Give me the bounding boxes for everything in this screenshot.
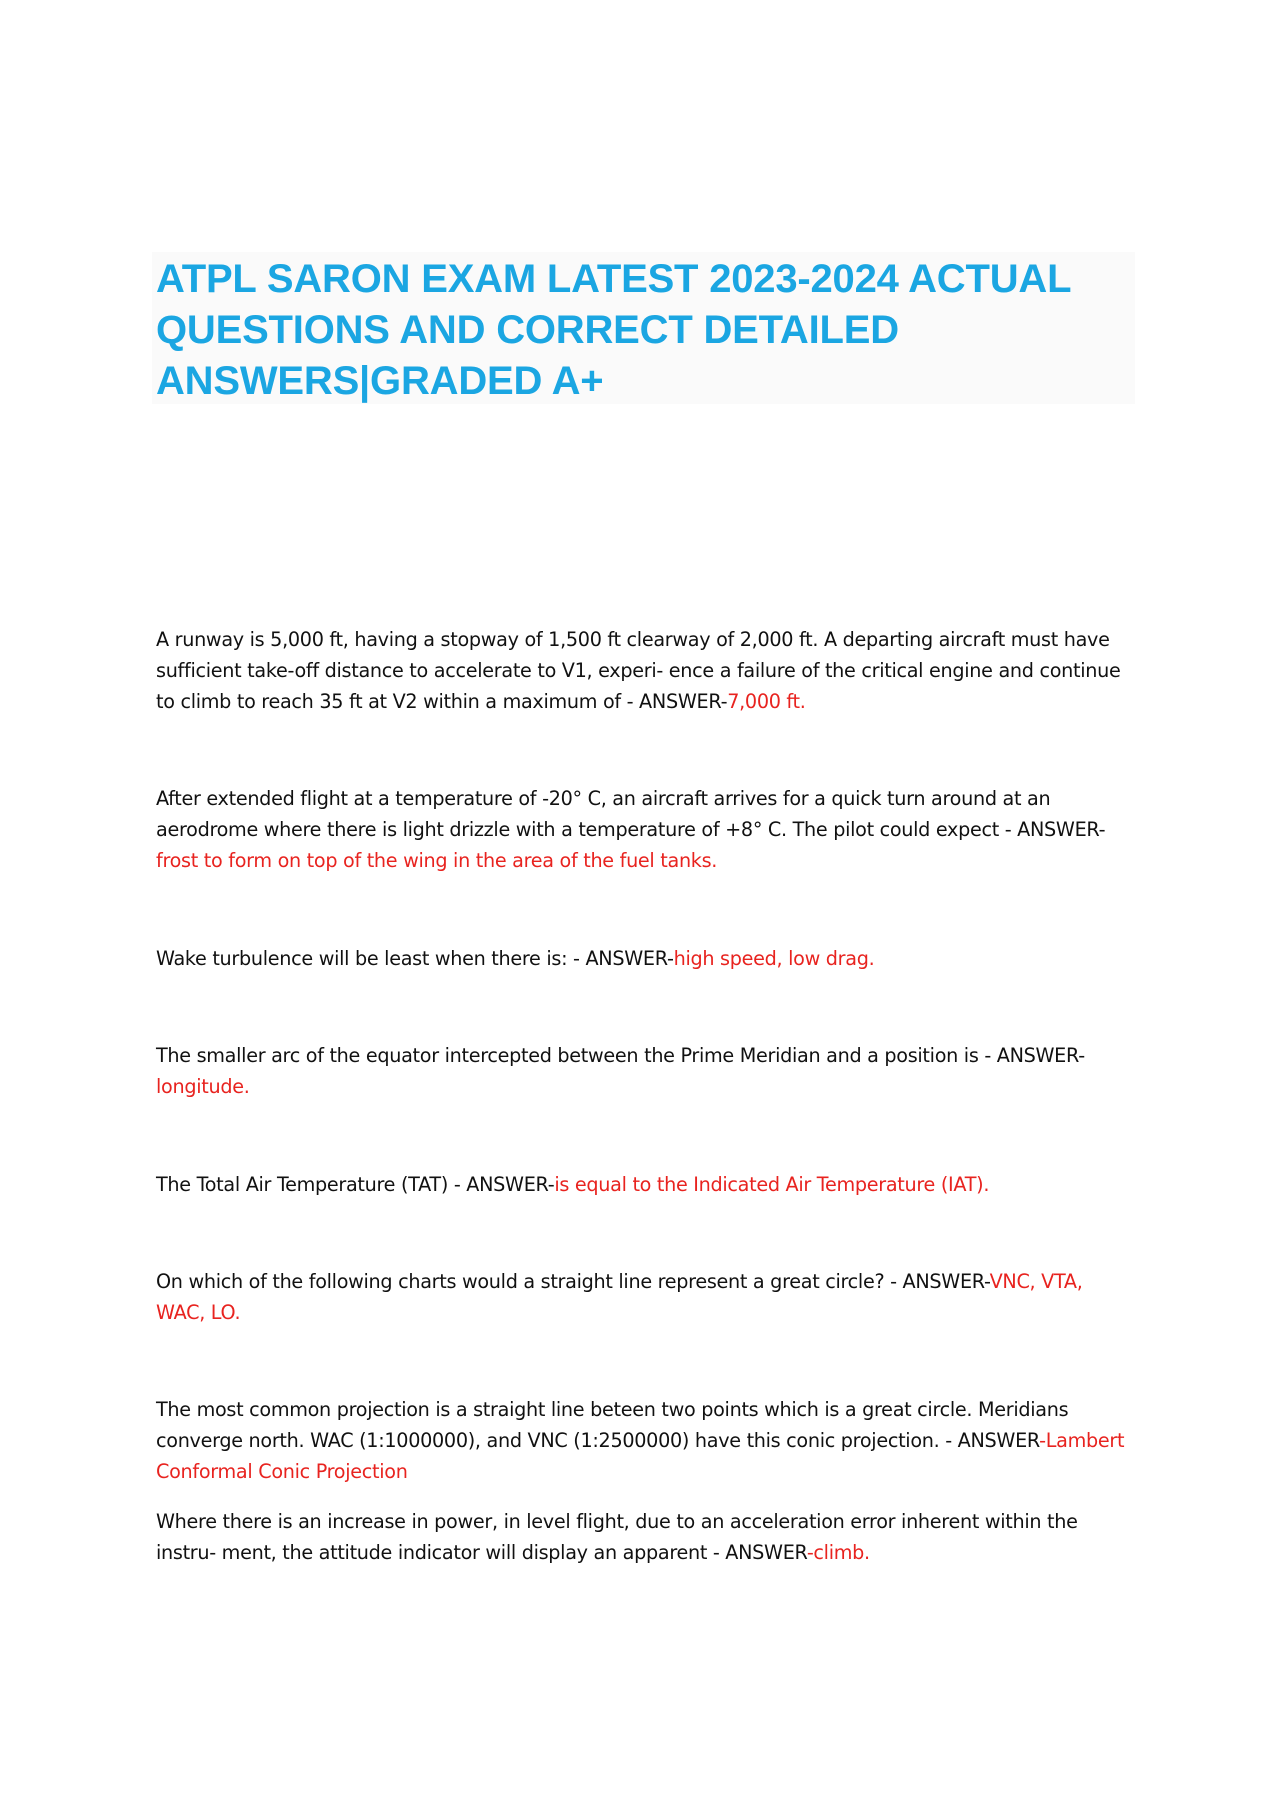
qa-item [156,1040,1136,1102]
answer-text: is equal to the Indicated Air Temperature (IAT). [554,1173,990,1196]
qa-item [156,1169,1136,1200]
question-text: Where there is an increase in power, in level flight, due to an acceleration error inherent within the instru- ment, the attitude indicator will display an apparent - ANSWER [156,1510,1078,1564]
question-text: The smaller arc of the equator intercepted between the Prime Meridian and a position is - ANSWER- [156,1044,1085,1067]
answer-text: longitude. [156,1075,250,1098]
answer-text: VNC, VTA, WAC, LO. [156,1270,1083,1324]
answer-text: frost to form on top of the wing in the area of the fuel tanks. [156,849,718,872]
question-text: The Total Air Temperature (TAT) - ANSWER- [156,1173,555,1196]
qa-item [156,783,1136,876]
qa-item [156,1266,1136,1328]
answer-text: -Lambert Conformal Conic Projection [156,1429,1125,1483]
qa-item [156,943,1136,974]
question-text: The most common projection is a straight line beteen two points which is a great circle. Meridians converge north. WAC (1:1000000), and VNC (1:2500000) have this conic projection. - ANSWER [156,1398,1069,1452]
question-text: After extended flight at a temperature of -20° C, an aircraft arrives for a quick turn around at an aerodrome where there is light drizzle with a temperature of +8° C. The pilot could expect - ANSWER- [156,787,1106,841]
question-text: Wake turbulence will be least when there is: - ANSWER- [156,947,674,970]
question-text: A runway is 5,000 ft, having a stopway of 1,500 ft clearway of 2,000 ft. A departing aircraft must have sufficient take-off distance to accelerate to V1, experi- ence a failure of the critical engine and continue to climb to reach 35 ft at V2 within a maximum of - ANSWER- [156,628,1121,713]
qa-item [156,1506,1136,1568]
qa-item [156,624,1136,717]
answer-text: -climb. [806,1541,870,1564]
answer-text: 7,000 ft. [727,690,806,713]
qa-item [156,1394,1136,1487]
question-text: On which of the following charts would a straight line represent a great circle? - ANSWER- [156,1270,990,1293]
answer-text: high speed, low drag. [673,947,875,970]
document-title: ATPL SARON EXAM LATEST 2023-2024 ACTUAL QUESTIONS AND CORRECT DETAILED ANSWERS|GRADED A+ [156,257,1071,403]
